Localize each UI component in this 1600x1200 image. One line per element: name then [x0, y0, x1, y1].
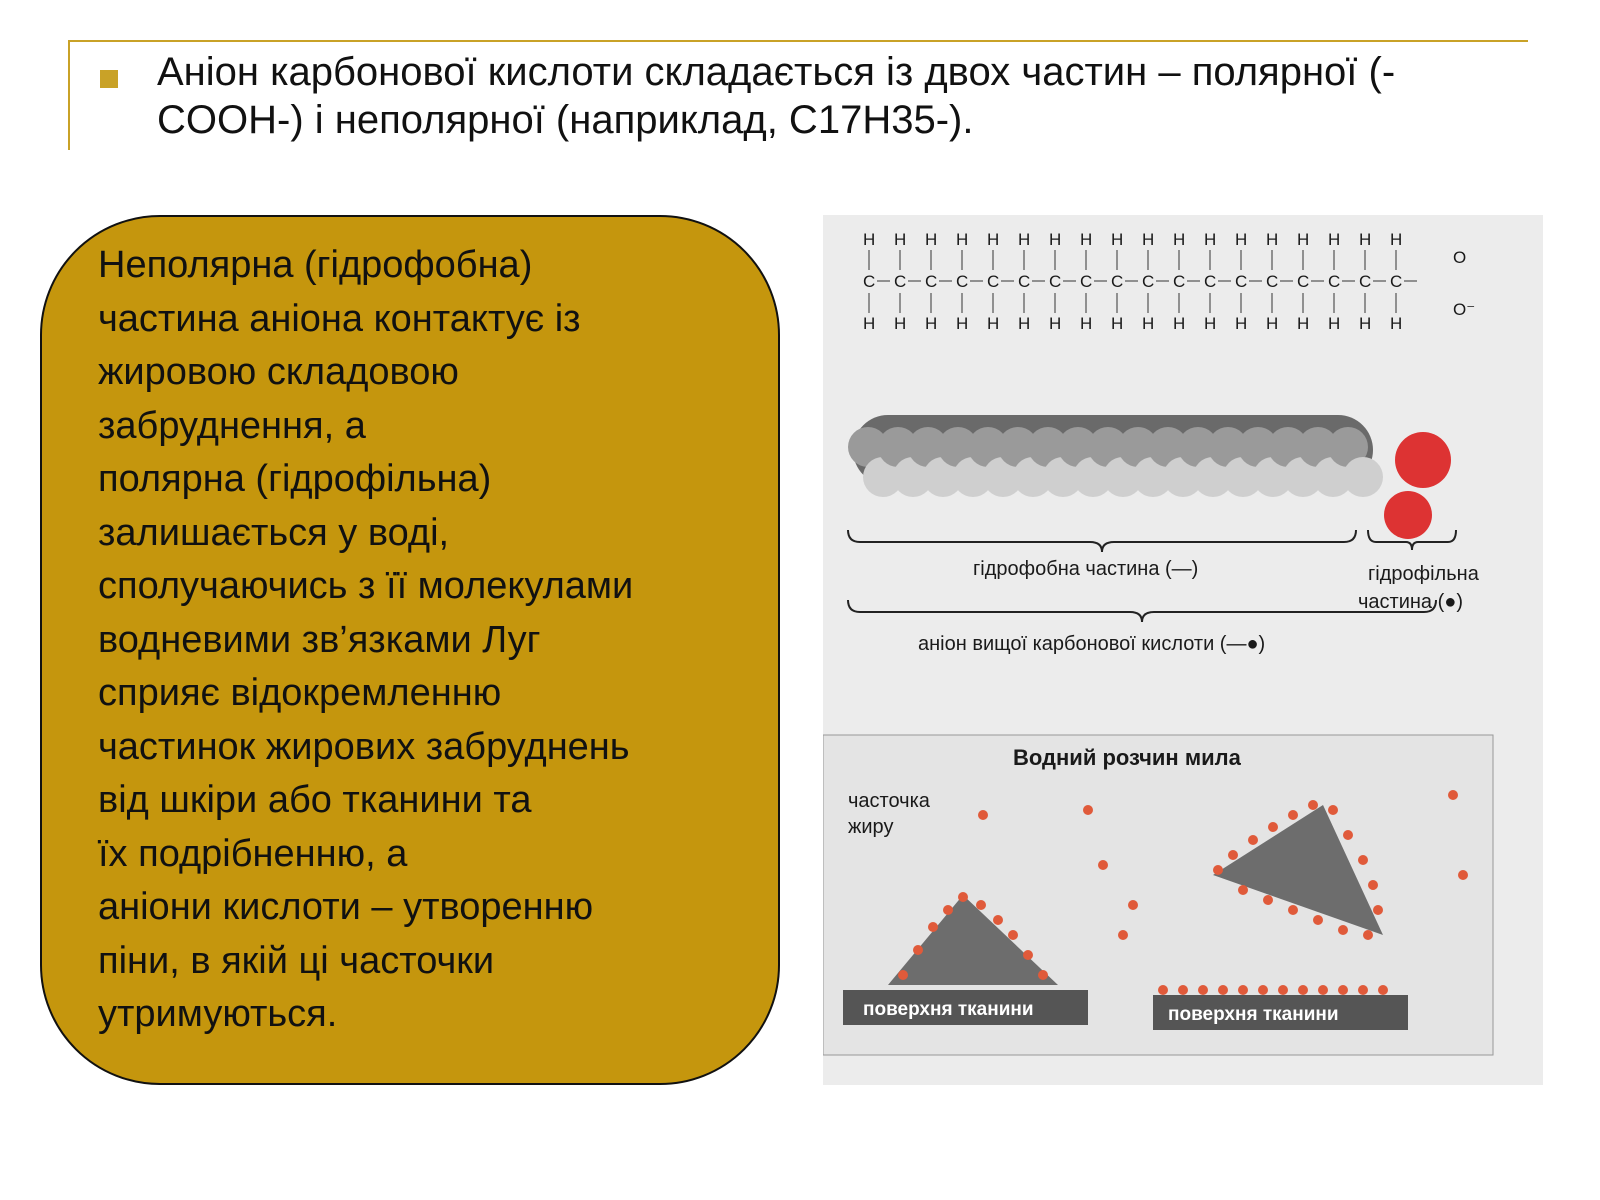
formula-h-bottom: H	[956, 314, 969, 333]
anion-label: аніон вищої карбонової кислоти (—●)	[918, 633, 1266, 655]
formula-c: C	[1266, 272, 1279, 291]
soap-anion-head	[1458, 870, 1468, 880]
soap-anion-head	[943, 905, 953, 915]
soap-anion-head	[1298, 985, 1308, 995]
anion-brace	[848, 600, 1436, 622]
formula-h-bottom: H	[1049, 314, 1062, 333]
space-filling-model	[848, 415, 1451, 539]
oxygen-sphere-top	[1395, 432, 1451, 488]
formula-h-top: H	[1297, 230, 1310, 249]
soap-anion-head	[1288, 905, 1298, 915]
soap-anion-head	[1213, 865, 1223, 875]
soap-anion-head	[1363, 930, 1373, 940]
formula-o-bottom: O⁻	[1453, 300, 1476, 319]
soap-anion-head	[1328, 805, 1338, 815]
formula-h-bottom: H	[1297, 314, 1310, 333]
formula-h-bottom: H	[1018, 314, 1031, 333]
formula-h-bottom: H	[863, 314, 876, 333]
formula-h-bottom: H	[1142, 314, 1155, 333]
hydrophobic-brace	[848, 530, 1356, 552]
soap-anion-head	[976, 900, 986, 910]
soap-anion-head	[1308, 800, 1318, 810]
soap-anion-head	[1118, 930, 1128, 940]
formula-h-top: H	[1018, 230, 1031, 249]
formula-h-bottom: H	[1266, 314, 1279, 333]
diagram-title: Водний розчин мила	[1013, 745, 1241, 770]
formula-h-bottom: H	[1204, 314, 1217, 333]
formula-h-bottom: H	[1235, 314, 1248, 333]
soap-anion-head	[1238, 885, 1248, 895]
soap-anion-head	[1098, 860, 1108, 870]
soap-anion-head	[1378, 985, 1388, 995]
formula-h-top: H	[925, 230, 938, 249]
soap-anion-head	[1218, 985, 1228, 995]
soap-anion-head	[1158, 985, 1168, 995]
hydrophilic-label-2: частина (●)	[1358, 591, 1463, 613]
headline: Аніон карбонової кислоти складається із двох частин – полярної (-COOH-) і неполярної (наприклад, C17H35-).	[157, 50, 1396, 142]
formula-h-bottom: H	[925, 314, 938, 333]
soap-anion-head	[1358, 985, 1368, 995]
soap-anion-head	[1338, 925, 1348, 935]
formula-o-top: O	[1453, 248, 1467, 267]
formula-h-top: H	[1359, 230, 1372, 249]
formula-c: C	[1328, 272, 1341, 291]
formula-c: C	[987, 272, 1000, 291]
soap-anion-head	[1038, 970, 1048, 980]
formula-c: C	[863, 272, 876, 291]
formula-h-top: H	[1204, 230, 1217, 249]
hydrophobic-label: гідрофобна частина (—)	[973, 558, 1199, 580]
left-divider	[68, 40, 70, 150]
soap-anion-head	[928, 922, 938, 932]
soap-anion-head	[898, 970, 908, 980]
soap-anion-head	[1128, 900, 1138, 910]
formula-c: C	[894, 272, 907, 291]
formula-h-bottom: H	[1173, 314, 1186, 333]
bullet-square-icon	[100, 70, 118, 88]
soap-diagram	[823, 735, 1493, 1055]
formula-h-bottom: H	[1390, 314, 1403, 333]
formula-h-top: H	[1235, 230, 1248, 249]
formula-h-top: H	[987, 230, 1000, 249]
soap-anion-head	[1448, 790, 1458, 800]
formula-h-bottom: H	[1359, 314, 1372, 333]
info-box-text: Неполярна (гідрофобна) частина аніона контактує із жировою складовою забруднення, а полярна (гідрофільна) залишається у воді, сполучаючись з її молекулами водневими зв’язками Луг сприяє відокремленню частинок жирових забруднень від шкіри або тканини та їх подрібненню, а аніони кислоти – утворенню піни, в якій ці часточки утримуються.	[98, 244, 634, 1035]
soap-anion-head	[958, 892, 968, 902]
formula-c: C	[1235, 272, 1248, 291]
surface-left-label: поверхня тканини	[863, 999, 1034, 1020]
formula-c: C	[1111, 272, 1124, 291]
soap-anion-head	[978, 810, 988, 820]
soap-anion-head	[993, 915, 1003, 925]
formula-c: C	[1297, 272, 1310, 291]
formula-h-bottom: H	[987, 314, 1000, 333]
formula-c: C	[1080, 272, 1093, 291]
soap-anion-head	[1338, 985, 1348, 995]
formula-h-top: H	[1142, 230, 1155, 249]
formula-h-top: H	[1266, 230, 1279, 249]
structural-formula	[863, 230, 1475, 333]
soap-anion-head	[1318, 985, 1328, 995]
formula-h-bottom: H	[894, 314, 907, 333]
formula-c: C	[1173, 272, 1186, 291]
soap-anion-head	[913, 945, 923, 955]
formula-h-top: H	[863, 230, 876, 249]
soap-anion-head	[1178, 985, 1188, 995]
soap-anion-head	[1238, 985, 1248, 995]
formula-h-bottom: H	[1111, 314, 1124, 333]
formula-c: C	[1359, 272, 1372, 291]
hydrophilic-label-1: гідрофільна	[1368, 563, 1479, 585]
formula-h-bottom: H	[1328, 314, 1341, 333]
soap-anion-head	[1358, 855, 1368, 865]
soap-anion-head	[1258, 985, 1268, 995]
soap-anion-head	[1268, 822, 1278, 832]
formula-c: C	[1142, 272, 1155, 291]
info-box	[40, 215, 780, 1085]
formula-c: C	[1390, 272, 1403, 291]
soap-anion-head	[1083, 805, 1093, 815]
soap-anion-head	[1023, 950, 1033, 960]
soap-anion-head	[1343, 830, 1353, 840]
formula-h-top: H	[1390, 230, 1403, 249]
figure-svg	[823, 215, 1543, 1085]
soap-anion-head	[1288, 810, 1298, 820]
particle-label-2: жиру	[848, 816, 894, 838]
formula-h-top: H	[1111, 230, 1124, 249]
figure	[823, 215, 1543, 1085]
formula-h-top: H	[1080, 230, 1093, 249]
soap-anion-head	[1373, 905, 1383, 915]
formula-c: C	[1049, 272, 1062, 291]
soap-anion-head	[1278, 985, 1288, 995]
top-divider	[68, 40, 1528, 42]
formula-c: C	[1204, 272, 1217, 291]
formula-h-top: H	[956, 230, 969, 249]
formula-c: C	[956, 272, 969, 291]
soap-anion-head	[1008, 930, 1018, 940]
oxygen-sphere-bottom	[1384, 491, 1432, 539]
soap-anion-head	[1313, 915, 1323, 925]
formula-h-top: H	[1049, 230, 1062, 249]
surface-right-label: поверхня тканини	[1168, 1004, 1339, 1025]
soap-anion-head	[1248, 835, 1258, 845]
formula-c: C	[925, 272, 938, 291]
formula-h-top: H	[894, 230, 907, 249]
formula-h-top: H	[1173, 230, 1186, 249]
formula-h-top: H	[1328, 230, 1341, 249]
formula-c: C	[1018, 272, 1031, 291]
soap-anion-head	[1228, 850, 1238, 860]
soap-anion-head	[1198, 985, 1208, 995]
h-sphere	[1343, 457, 1383, 497]
soap-anion-head	[1368, 880, 1378, 890]
soap-anion-head	[1263, 895, 1273, 905]
particle-label-1: часточка	[848, 790, 930, 812]
formula-h-bottom: H	[1080, 314, 1093, 333]
